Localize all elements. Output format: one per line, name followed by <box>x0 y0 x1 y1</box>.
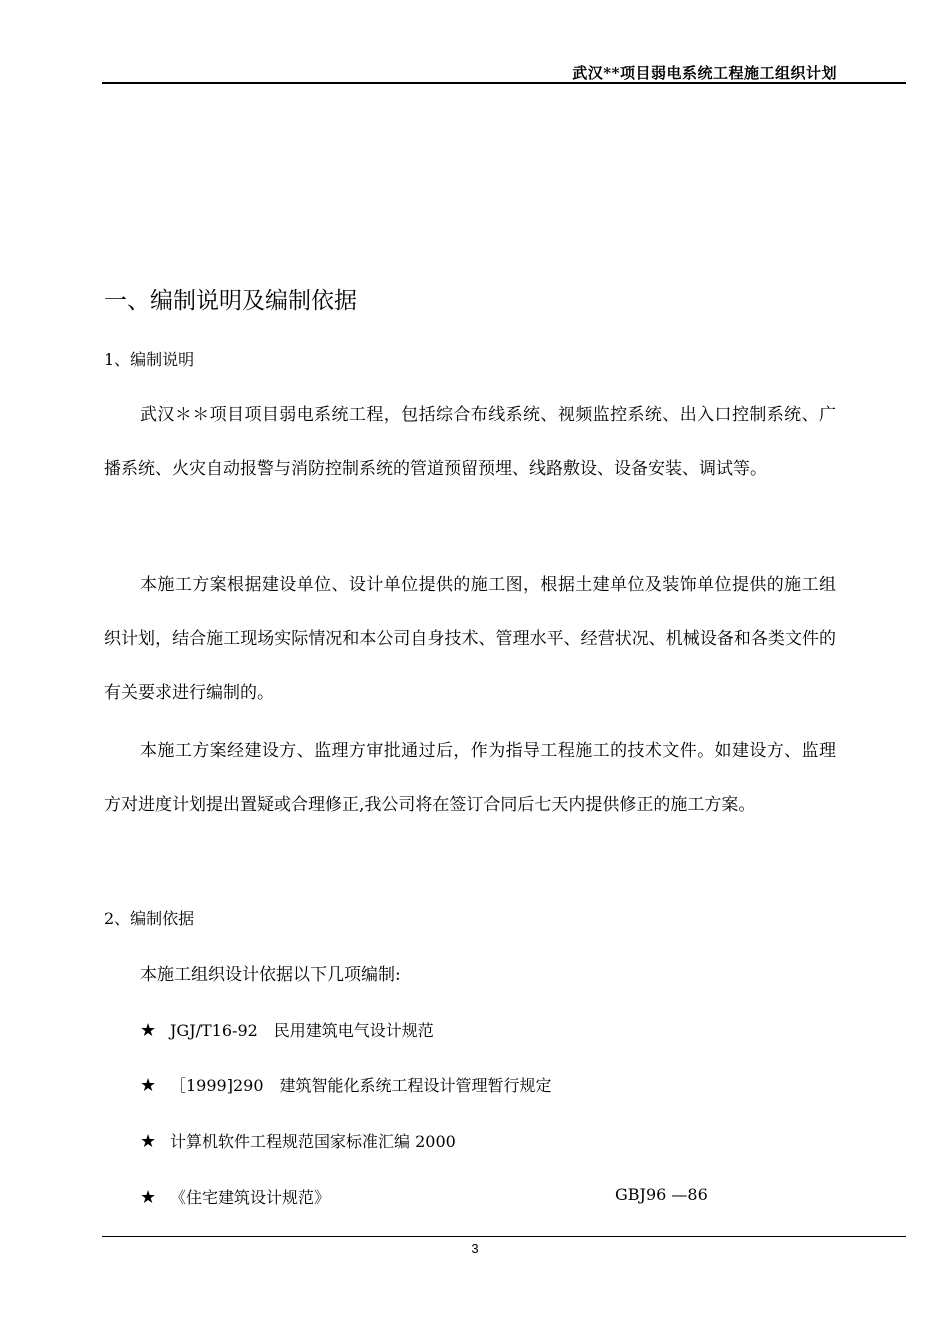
basis-item-text: 计算机软件工程规范国家标准汇编 2000 <box>170 1132 456 1151</box>
basis-item <box>140 1018 434 1042</box>
header-rule <box>102 82 906 84</box>
basis-item-text: JGJ/T16-92 民用建筑电气设计规范 <box>170 1021 434 1040</box>
basis-item <box>140 1073 552 1097</box>
section-title: 一、编制说明及编制依据 <box>104 288 357 314</box>
footer-rule <box>102 1236 906 1237</box>
paragraph-3: 本施工方案经建设方、监理方审批通过后，作为指导工程施工的技术文件。如建设方、监理方对进度计划提出置疑或合理修正,我公司将在签订合同后七天内提供修正的施工方案。 <box>104 741 836 815</box>
paragraph-2: 本施工方案根据建设单位、设计单位提供的施工图，根据土建单位及装饰单位提供的施工组织计划，结合施工现场实际情况和本公司自身技术、管理水平、经营状况、机械设备和各类文件的有关要求进行编制的。 <box>104 575 836 703</box>
star-icon: ★ <box>140 1075 157 1096</box>
header-title: 武汉**项目弱电系统工程施工组织计划 <box>572 64 837 82</box>
basis-item-text: ［1999]290 建筑智能化系统工程设计管理暂行规定 <box>170 1076 552 1095</box>
basis-item <box>140 1185 840 1209</box>
basis-item-text: 《住宅建筑设计规范》 <box>170 1188 331 1207</box>
star-icon: ★ <box>140 1187 157 1208</box>
basis-intro: 本施工组织设计依据以下几项编制: <box>140 965 401 985</box>
page-number: 3 <box>471 1241 479 1256</box>
standard-code: GBJ96 —86 <box>615 1185 708 1204</box>
paragraph-1: 武汉＊＊项目项目弱电系统工程，包括综合布线系统、视频监控系统、出入口控制系统、广播系统、火灾自动报警与消防控制系统的管道预留预埋、线路敷设、设备安装、调试等。 <box>104 405 836 479</box>
star-icon: ★ <box>140 1020 157 1041</box>
subsection-heading-2: 2、编制依据 <box>104 909 195 928</box>
basis-item <box>140 1129 456 1153</box>
subsection-heading-1: 1、编制说明 <box>104 350 195 369</box>
star-icon: ★ <box>140 1131 157 1152</box>
